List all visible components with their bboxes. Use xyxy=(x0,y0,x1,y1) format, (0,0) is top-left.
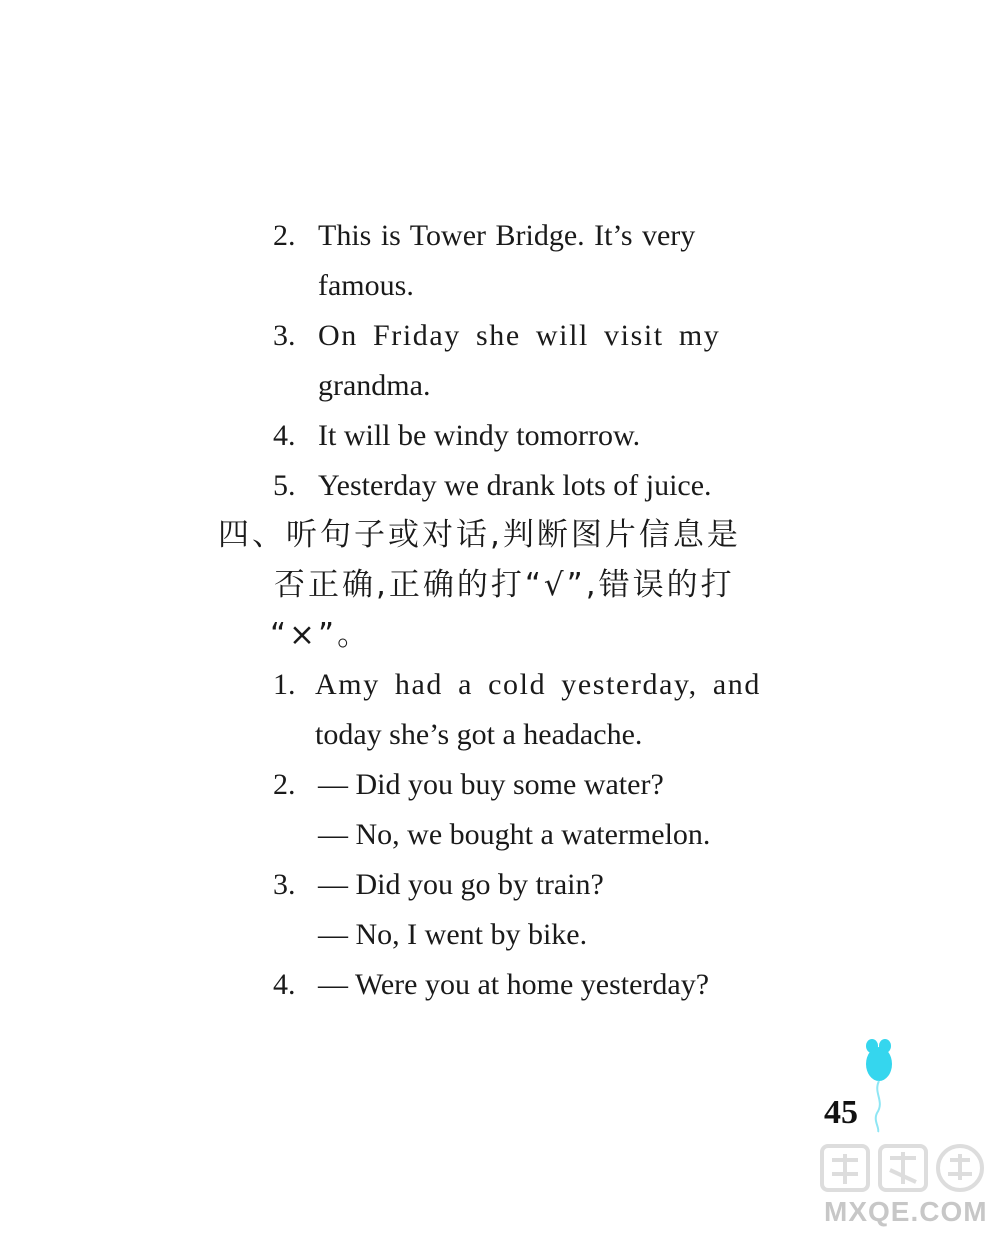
item-number: 2. xyxy=(273,768,296,801)
watermark-text: MXQE.COM xyxy=(824,1196,988,1227)
item-number: 4. xyxy=(273,968,296,1001)
item-number: 1. xyxy=(273,668,296,701)
sentence-line: Amy had a cold yesterday, and xyxy=(315,668,761,701)
item-number: 5. xyxy=(273,469,296,502)
sentence-line: It will be windy tomorrow. xyxy=(318,419,641,452)
sentence-line: today she’s got a headache. xyxy=(315,718,643,751)
section-heading: 四、听句子或对话,判断图片信息是 xyxy=(218,517,741,553)
dialogue-line: — Did you go by train? xyxy=(318,868,604,901)
item-number: 2. xyxy=(273,219,296,252)
dialogue-line: — No, I went by bike. xyxy=(318,918,588,951)
dialogue-line: — No, we bought a watermelon. xyxy=(318,818,711,851)
item-number: 3. xyxy=(273,319,296,352)
dialogue-line: — Were you at home yesterday? xyxy=(318,968,710,1001)
balloon-decoration-icon xyxy=(858,1038,898,1133)
dialogue-line: — Did you buy some water? xyxy=(318,768,664,801)
section-heading: “×”。 xyxy=(270,617,372,653)
sentence-line: grandma. xyxy=(318,369,431,402)
sentence-line: famous. xyxy=(318,269,414,302)
item-number: 4. xyxy=(273,419,296,452)
sentence-line: On Friday she will visit my xyxy=(318,319,721,352)
sentence-line: Yesterday we drank lots of juice. xyxy=(318,469,712,502)
section-heading: 否正确,正确的打“√”,错误的打 xyxy=(274,567,735,603)
page-number: 45 xyxy=(824,1094,858,1131)
sentence-line: This is Tower Bridge. It’s very xyxy=(318,219,696,252)
watermark-logo-icon xyxy=(820,1140,990,1195)
item-number: 3. xyxy=(273,868,296,901)
